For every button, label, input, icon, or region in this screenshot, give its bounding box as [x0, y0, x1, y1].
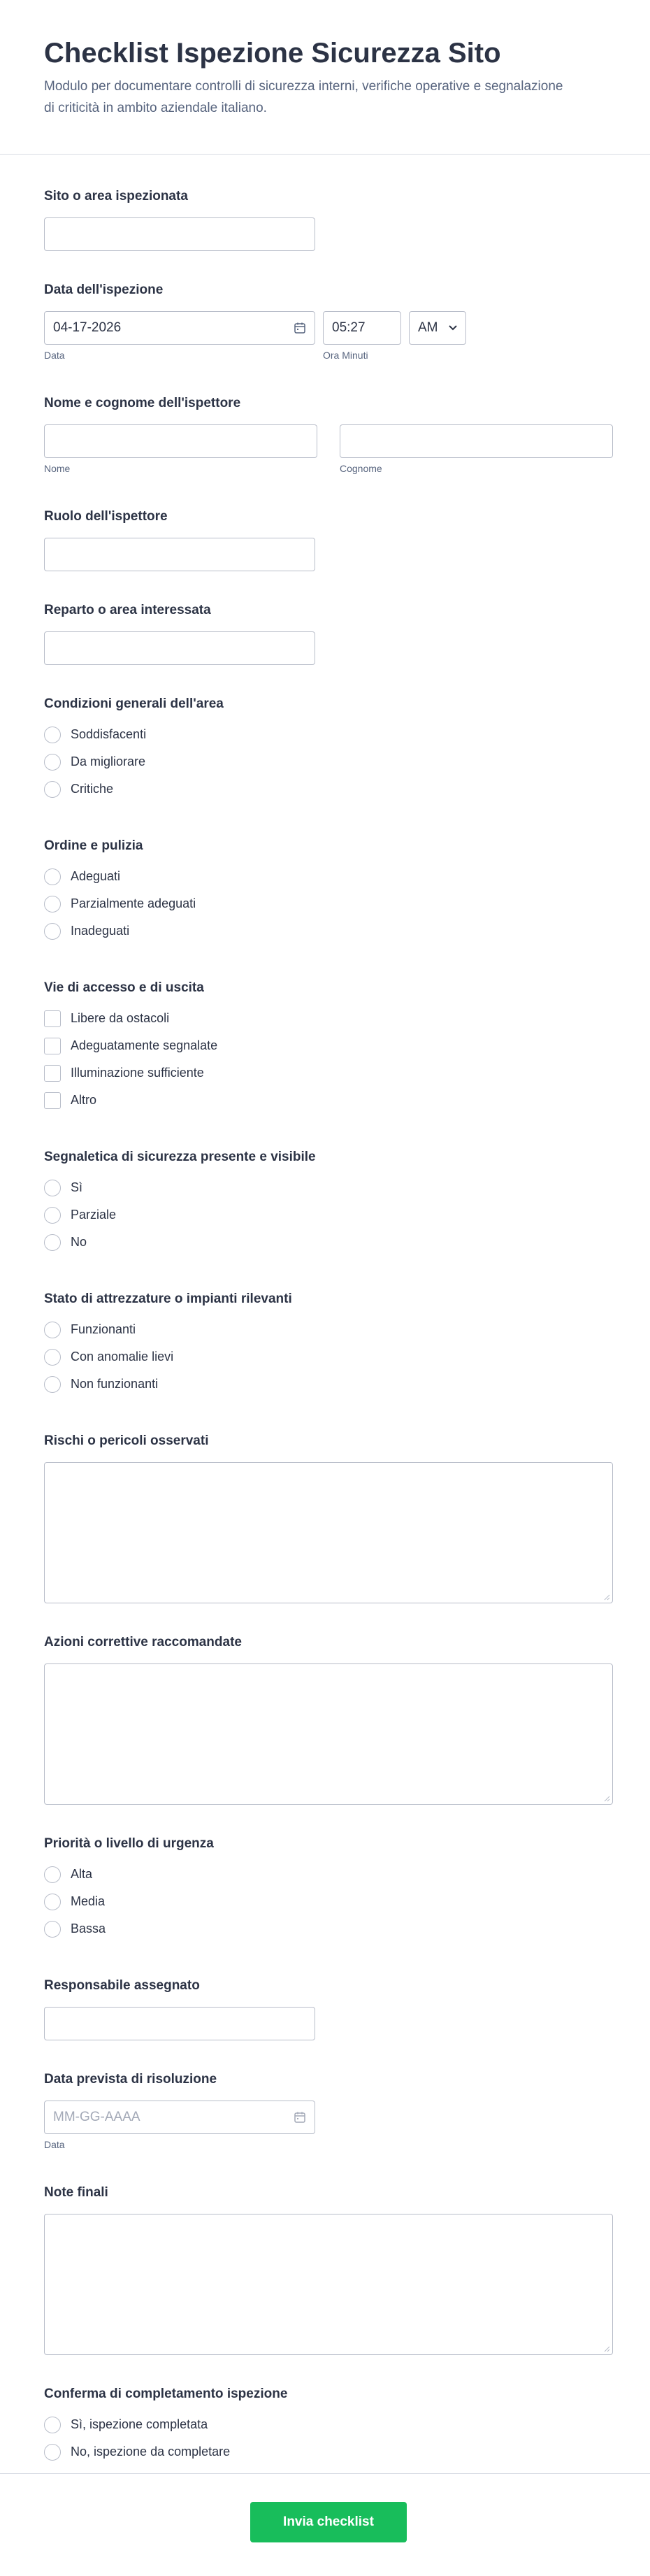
field-risks: [44, 1433, 606, 1603]
option-label: Non funzionanti: [71, 1377, 159, 1391]
submit-button[interactable]: Invia checklist: [250, 2502, 407, 2542]
notes-textarea[interactable]: [44, 2214, 613, 2355]
option-label: Parziale: [71, 1208, 117, 1222]
field-label: Ruolo dell'ispettore: [44, 509, 168, 524]
radio-option[interactable]: [44, 1201, 606, 1229]
option-label: Alta: [71, 1867, 93, 1881]
field-label: Reparto o area interessata: [44, 603, 211, 617]
field-label: Sito o area ispezionata: [44, 189, 188, 203]
radio-button[interactable]: [44, 2444, 61, 2461]
option-label: Soddisfacenti: [71, 727, 147, 741]
field-department: [44, 602, 606, 665]
date-value: 04-17-2026: [53, 320, 122, 335]
radio-option[interactable]: [44, 1174, 606, 1201]
due-date-input[interactable]: [44, 2101, 315, 2134]
radio-option[interactable]: [44, 1371, 606, 1398]
radio-button[interactable]: [44, 1894, 61, 1910]
field-conditions: [44, 696, 606, 803]
radio-button[interactable]: [44, 1180, 61, 1196]
site-input[interactable]: [44, 217, 315, 251]
option-label: Sì, ispezione completata: [71, 2417, 208, 2431]
option-label: Da migliorare: [71, 754, 146, 768]
due-date-placeholder: MM-GG-AAAA: [53, 2110, 140, 2124]
page-title: Checklist Ispezione Sicurezza Sito: [44, 38, 501, 69]
field-label: Conferma di completamento ispezione: [44, 2387, 288, 2401]
radio-option[interactable]: [44, 2438, 606, 2466]
owner-input[interactable]: [44, 2007, 315, 2040]
radio-button[interactable]: [44, 1322, 61, 1338]
field-access: [44, 980, 606, 1114]
field-label: Nome e cognome dell'ispettore: [44, 396, 241, 410]
field-label: Rischi o pericoli osservati: [44, 1433, 209, 1448]
field-label: Data dell'ispezione: [44, 282, 164, 297]
radio-option[interactable]: [44, 917, 606, 945]
field-owner: [44, 1977, 606, 2040]
ampm-value: AM: [418, 320, 438, 335]
option-label: No, ispezione da completare: [71, 2445, 231, 2459]
form-footer: [0, 2473, 650, 2576]
field-label: Vie di accesso e di uscita: [44, 980, 204, 995]
resize-handle-icon[interactable]: [603, 1795, 610, 1802]
resize-handle-icon[interactable]: [603, 1594, 610, 1601]
radio-option[interactable]: [44, 775, 606, 803]
first-name-sublabel: Nome: [44, 463, 71, 474]
role-input[interactable]: [44, 538, 315, 571]
radio-option[interactable]: [44, 1861, 606, 1888]
risks-textarea[interactable]: [44, 1462, 613, 1603]
radio-option[interactable]: [44, 1229, 606, 1256]
checkbox[interactable]: [44, 1092, 61, 1109]
radio-option[interactable]: [44, 721, 606, 748]
field-label: Priorità o livello di urgenza: [44, 1836, 214, 1851]
radio-button[interactable]: [44, 754, 61, 771]
field-name: [44, 395, 606, 475]
checkbox[interactable]: [44, 1010, 61, 1027]
field-label: Note finali: [44, 2185, 108, 2200]
option-label: Bassa: [71, 1922, 106, 1935]
radio-button[interactable]: [44, 1921, 61, 1938]
radio-button[interactable]: [44, 727, 61, 743]
ampm-select[interactable]: [409, 311, 466, 345]
field-due-date: [44, 2071, 606, 2151]
resize-handle-icon[interactable]: [603, 2345, 610, 2352]
radio-button[interactable]: [44, 1234, 61, 1251]
checkbox-option[interactable]: [44, 1005, 606, 1032]
option-label: No: [71, 1235, 87, 1249]
option-label: Parzialmente adeguati: [71, 896, 196, 910]
first-name-input[interactable]: [44, 424, 317, 458]
option-label: Altro: [71, 1093, 97, 1107]
field-signage: [44, 1149, 606, 1256]
radio-option[interactable]: [44, 748, 606, 775]
calendar-icon[interactable]: [294, 2111, 306, 2124]
last-name-input[interactable]: [340, 424, 613, 458]
option-label: Illuminazione sufficiente: [71, 1066, 204, 1080]
checkbox-option[interactable]: [44, 1032, 606, 1059]
checkbox[interactable]: [44, 1038, 61, 1054]
chevron-down-icon: [449, 325, 457, 331]
radio-button[interactable]: [44, 923, 61, 940]
field-label: Responsabile assegnato: [44, 1978, 200, 1993]
field-notes: [44, 2184, 606, 2355]
radio-button[interactable]: [44, 1866, 61, 1883]
field-site: [44, 188, 606, 251]
option-label: Media: [71, 1894, 106, 1908]
radio-option[interactable]: [44, 2411, 606, 2438]
option-label: Libere da ostacoli: [71, 1011, 170, 1025]
field-confirm: [44, 2386, 606, 2466]
field-label: Condizioni generali dell'area: [44, 696, 224, 711]
due-date-sublabel: Data: [44, 2139, 65, 2150]
checkbox[interactable]: [44, 1065, 61, 1082]
radio-button[interactable]: [44, 1207, 61, 1224]
radio-button[interactable]: [44, 868, 61, 885]
time-sublabel: Ora Minuti: [323, 350, 368, 361]
radio-option[interactable]: [44, 1888, 606, 1915]
field-equipment: [44, 1291, 606, 1398]
option-label: Sì: [71, 1180, 83, 1194]
radio-button[interactable]: [44, 2417, 61, 2433]
option-label: Inadeguati: [71, 924, 130, 938]
field-priority: [44, 1836, 606, 1942]
field-role: [44, 508, 606, 571]
option-label: Critiche: [71, 782, 114, 796]
actions-textarea[interactable]: [44, 1663, 613, 1805]
date-input[interactable]: [44, 311, 315, 345]
calendar-icon[interactable]: [294, 322, 306, 334]
field-actions: [44, 1634, 606, 1805]
field-date: [44, 282, 606, 362]
date-sublabel: Data: [44, 350, 65, 361]
last-name-sublabel: Cognome: [340, 463, 382, 474]
radio-option[interactable]: [44, 1316, 606, 1343]
department-input[interactable]: [44, 631, 315, 665]
checkbox-option[interactable]: [44, 1059, 606, 1087]
radio-option[interactable]: [44, 863, 606, 890]
checkbox-option[interactable]: [44, 1087, 606, 1114]
option-label: Adeguati: [71, 869, 121, 883]
radio-button[interactable]: [44, 1376, 61, 1393]
option-label: Funzionanti: [71, 1322, 136, 1336]
radio-button[interactable]: [44, 781, 61, 798]
page-subtitle: Modulo per documentare controlli di sicurezza interni, verifiche operative e segnalazione di criticità in ambito aziendale italiano.: [44, 79, 563, 115]
field-label: Data prevista di risoluzione: [44, 2072, 217, 2087]
form-body: [0, 188, 650, 2466]
option-label: Adeguatamente segnalate: [71, 1038, 218, 1052]
field-label: Stato di attrezzature o impianti rilevanti: [44, 1291, 292, 1306]
radio-button[interactable]: [44, 1349, 61, 1366]
time-value: 05:27: [332, 320, 366, 335]
field-order: [44, 838, 606, 945]
option-label: Con anomalie lievi: [71, 1350, 174, 1364]
radio-option[interactable]: [44, 1343, 606, 1371]
form-header: [0, 0, 650, 155]
field-label: Segnaletica di sicurezza presente e visibile: [44, 1150, 316, 1164]
radio-option[interactable]: [44, 1915, 606, 1942]
time-input[interactable]: [323, 311, 401, 345]
radio-button[interactable]: [44, 896, 61, 913]
field-label: Azioni correttive raccomandate: [44, 1635, 242, 1650]
field-label: Ordine e pulizia: [44, 838, 143, 853]
radio-option[interactable]: [44, 890, 606, 917]
